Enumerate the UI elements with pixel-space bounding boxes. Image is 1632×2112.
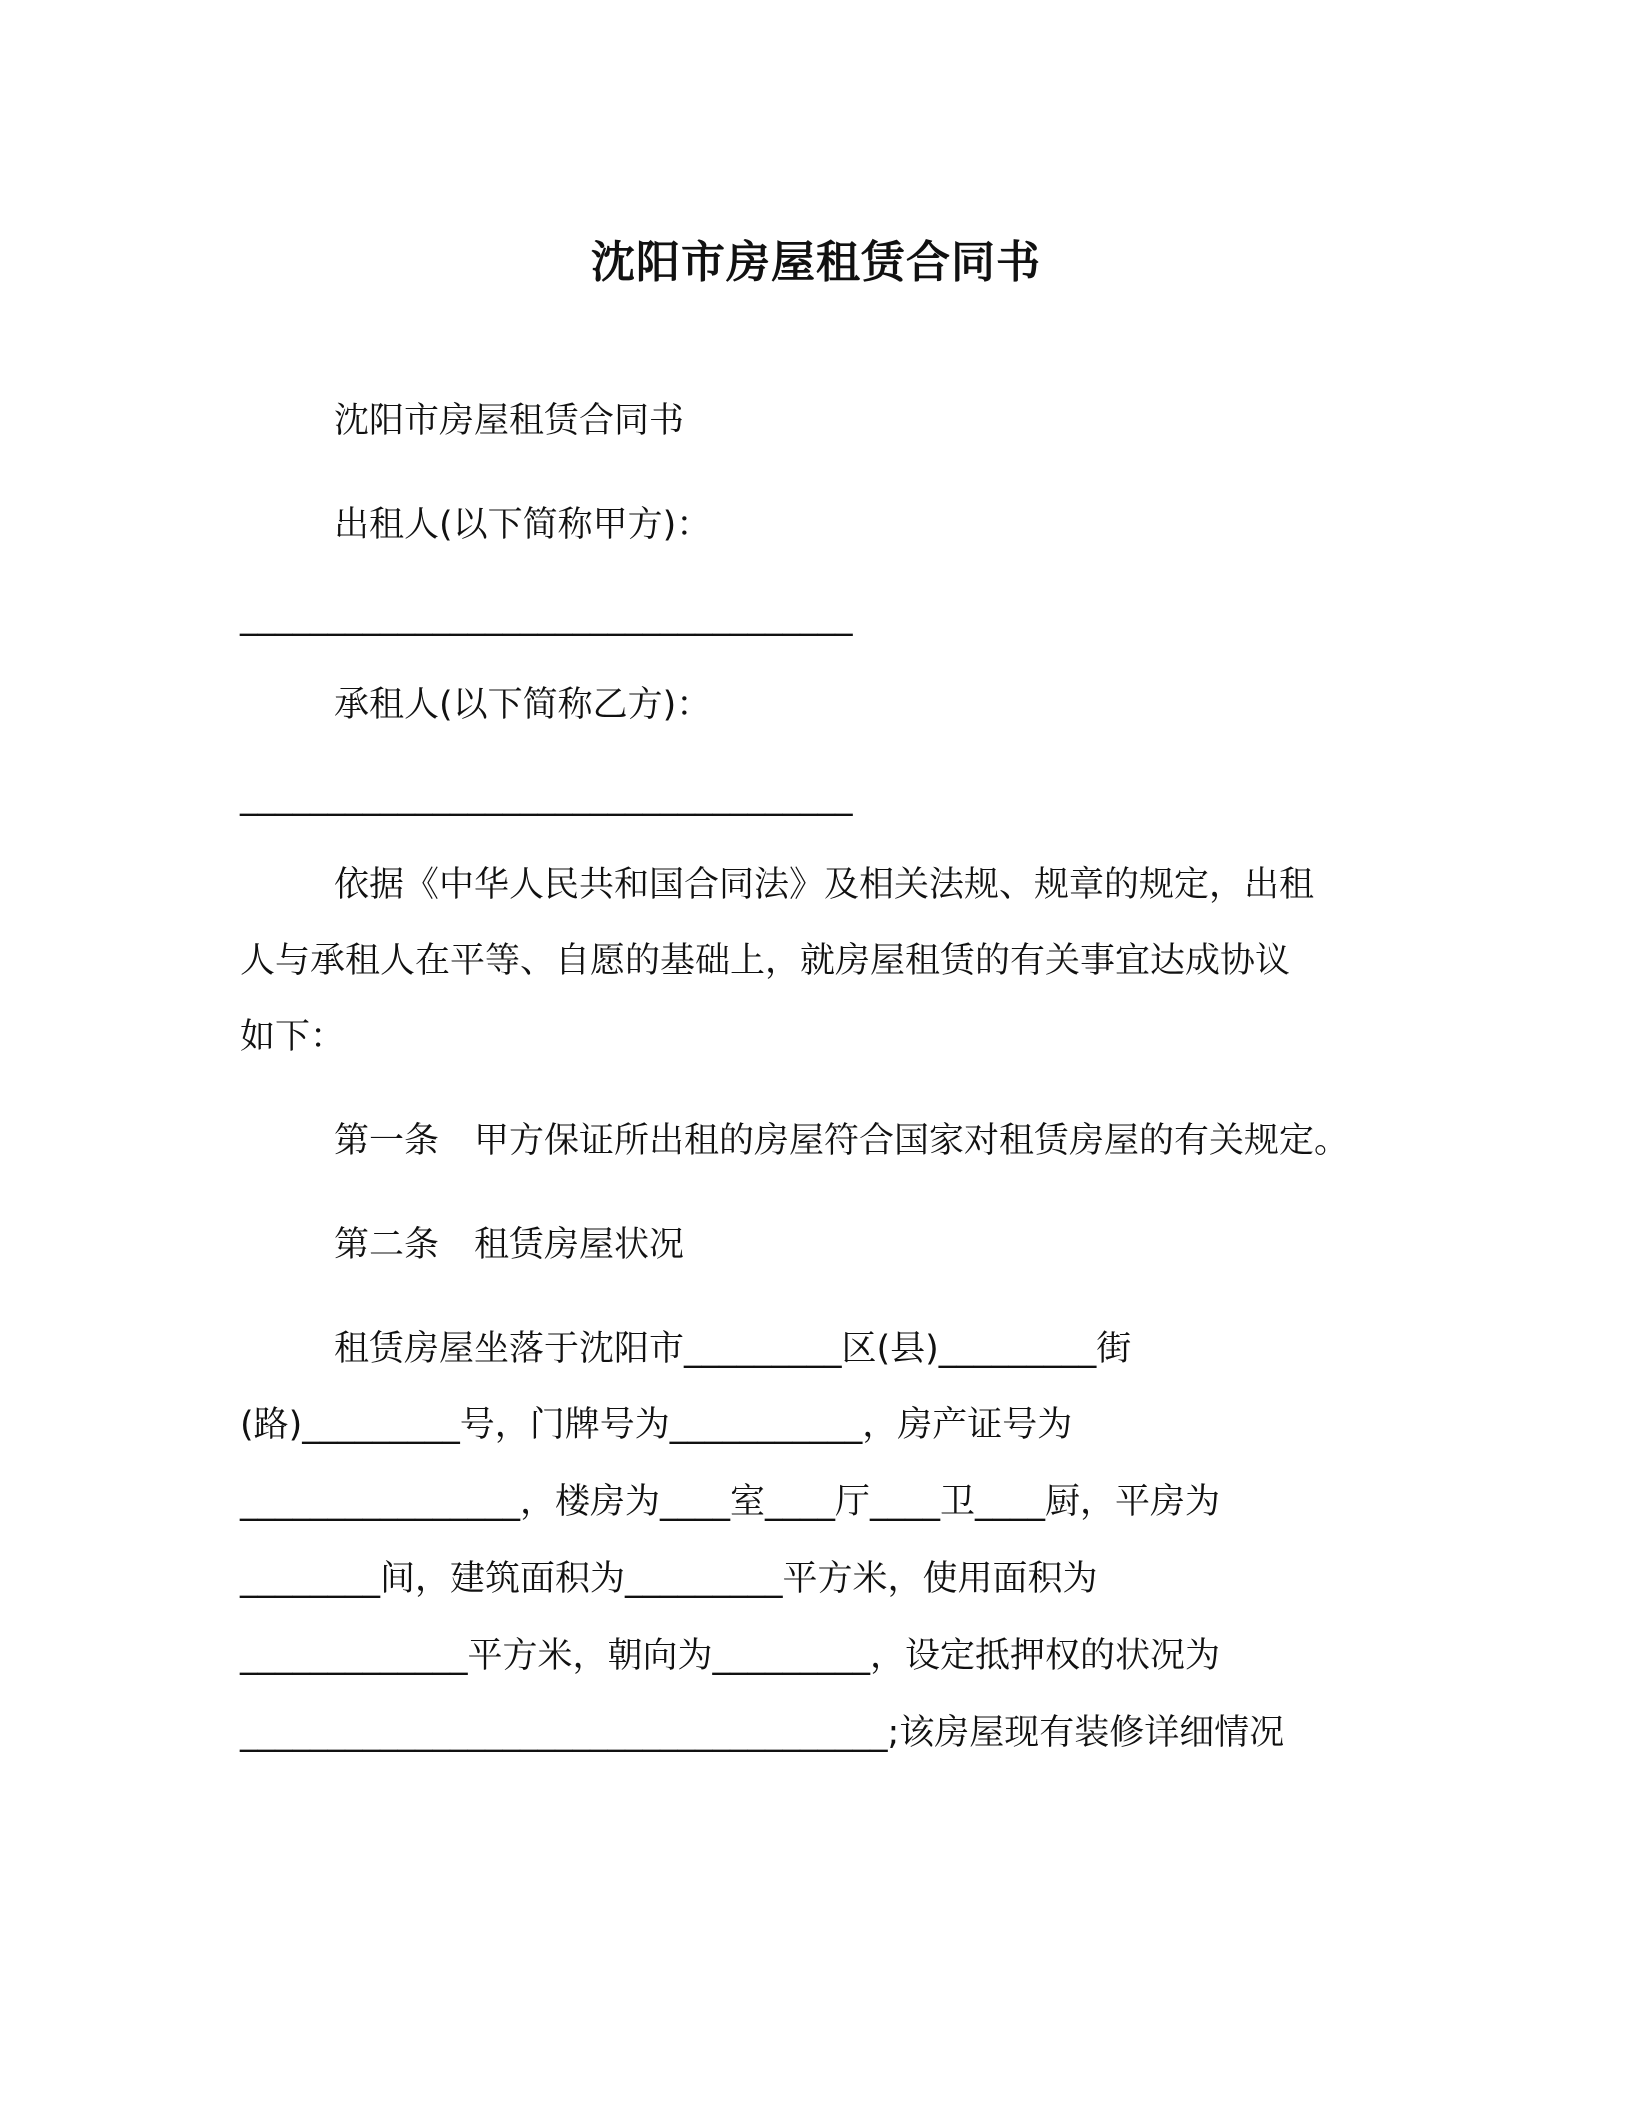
article-2-line-6: _____________________________________;该房屋现有装修详细情况 (240, 1713, 1285, 1753)
article-2-line-3: ________________，楼房为____室____厅____卫____厨，平房为 (240, 1482, 1221, 1522)
article-2-line-2: (路)_________号，门牌号为___________，房产证号为 (240, 1405, 1073, 1445)
document-title: 沈阳市房屋租赁合同书 (591, 237, 1041, 288)
preamble-line-2: 人与承租人在平等、自愿的基础上，就房屋租赁的有关事宜达成协议 (240, 941, 1291, 981)
lessor-label: 出租人(以下简称甲方)： (334, 505, 712, 545)
article-2-heading: 第二条 租赁房屋状况 (334, 1225, 685, 1265)
article-2-line-5: _____________平方米，朝向为_________，设定抵押权的状况为 (240, 1636, 1221, 1676)
lessee-label: 承租人(以下简称乙方)： (334, 685, 712, 725)
article-2-line-1: 租赁房屋坐落于沈阳市_________区(县)_________街 (334, 1329, 1132, 1369)
article-2-line-4: ________间，建筑面积为_________平方米，使用面积为 (240, 1559, 1098, 1599)
article-1: 第一条 甲方保证所出租的房屋符合国家对租赁房屋的有关规定。 (334, 1121, 1350, 1161)
lessor-blank: ___________________________________ (240, 597, 853, 637)
lessee-blank: ___________________________________ (240, 777, 853, 817)
subtitle-line: 沈阳市房屋租赁合同书 (334, 401, 685, 441)
preamble-line-1: 依据《中华人民共和国合同法》及相关法规、规章的规定，出租 (334, 865, 1315, 905)
preamble-line-3: 如下： (240, 1017, 346, 1057)
